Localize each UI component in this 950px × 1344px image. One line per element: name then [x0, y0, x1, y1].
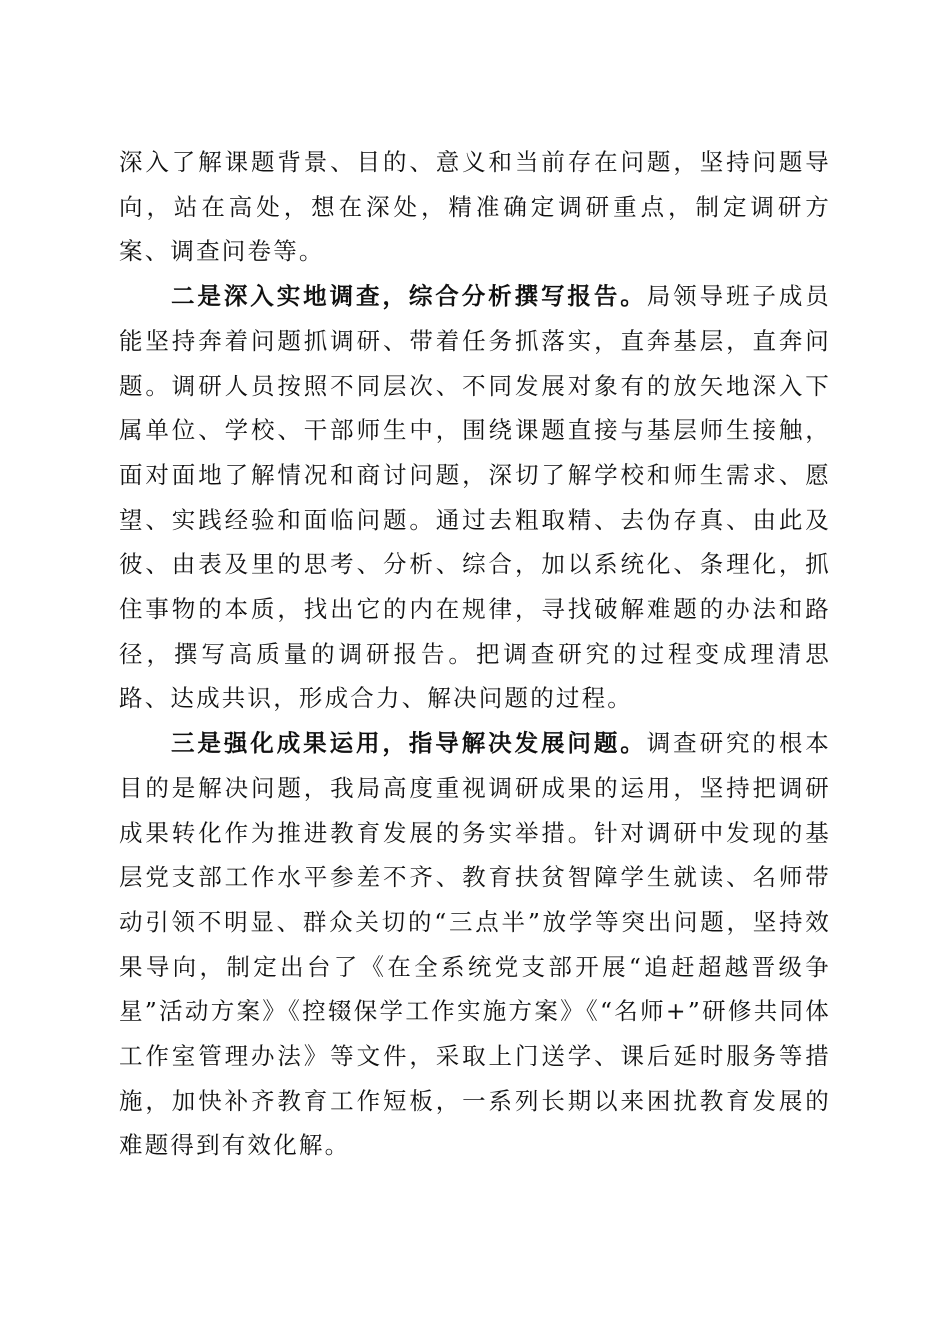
paragraph-lead-heading: 二是深入实地调查，综合分析撰写报告。 [171, 282, 647, 311]
paragraph-text: 局领导班子成员能坚持奔着问题抓调研、带着任务抓落实，直奔基层，直奔问题。调研人员按照不同层次、不同发展对象有的放矢地深入下属单位、学校、干部师生中，围绕课题直接与基层师生接触，面对面地了解情况和商讨问题，深切了解学校和师生需求、愿望、实践经验和面临问题。通过去粗取精、去伪存真、由此及彼、由表及里的思考、分析、综合，加以系统化、条理化，抓住事物的本质，找出它的内在规律，寻找破解难题的办法和路径，撰写高质量的调研报告。把调查研究的过程变成理清思路、达成共识，形成合力、解决问题的过程。 [119, 282, 831, 713]
paragraph-lead-heading: 三是强化成果运用，指导解决发展问题。 [171, 729, 647, 758]
paragraph-text: 深入了解课题背景、目的、意义和当前存在问题，坚持问题导向，站在高处，想在深处，精准确定调研重点，制定调研方案、调查问卷等。 [119, 148, 831, 266]
document-body [119, 140, 831, 1168]
paragraph-results-application [119, 721, 831, 1168]
paragraph-text: 调查研究的根本目的是解决问题，我局高度重视调研成果的运用，坚持把调研成果转化作为推进教育发展的务实举措。针对调研中发现的基层党支部工作水平参差不齐、教育扶贫智障学生就读、名师带动引领不明显、群众关切的“三点半”放学等突出问题，坚持效果导向，制定出台了《在全系统党支部开展“追赶超越晋级争星”活动方案》《控辍保学工作实施方案》《“名师+”研修共同体工作室管理办法》等文件，采取上门送学、课后延时服务等措施，加快补齐教育工作短板，一系列长期以来困扰教育发展的难题得到有效化解。 [119, 729, 831, 1160]
paragraph-field-survey [119, 274, 831, 721]
paragraph-continuation [119, 140, 831, 274]
